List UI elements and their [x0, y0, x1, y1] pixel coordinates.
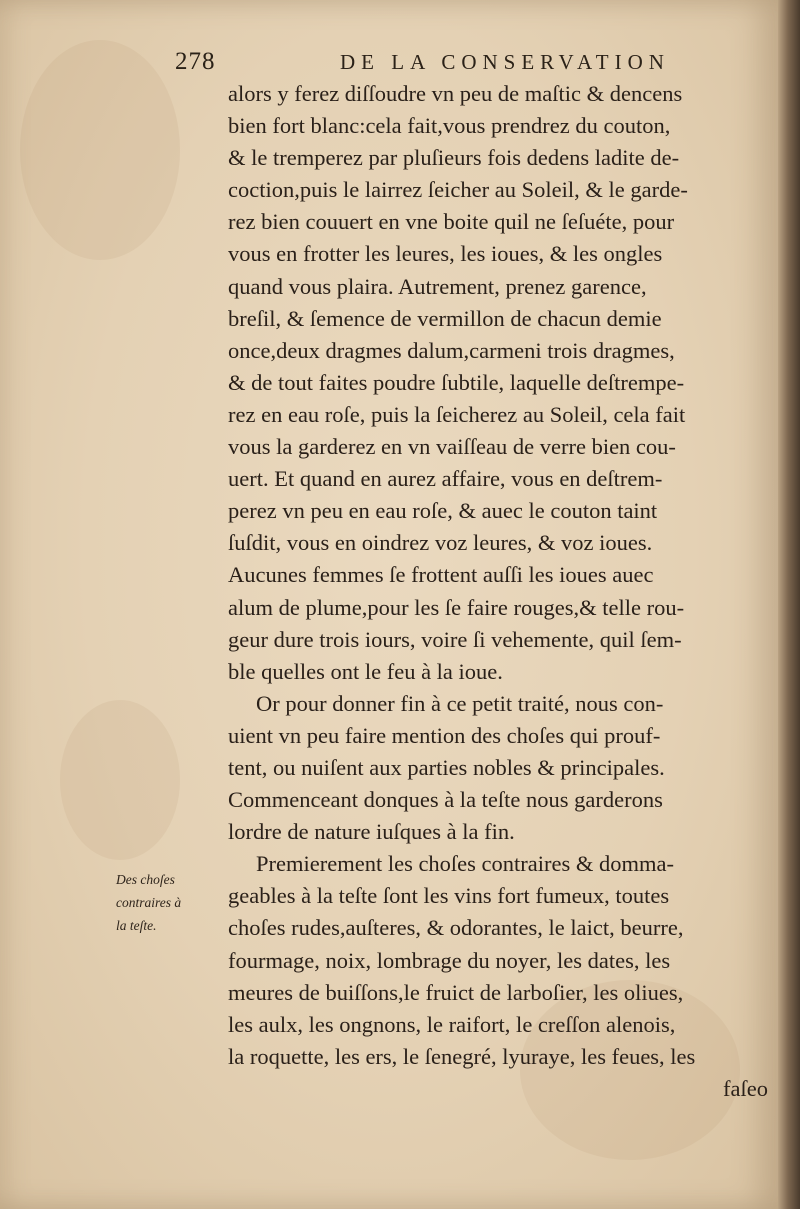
text-line: alum de plume,pour les ſe faire rouges,& telle rou-	[228, 594, 685, 620]
margin-note-line: Des choſes	[116, 872, 175, 887]
text-line: geables à la teſte ſont les vins fort fumeux, toutes	[228, 883, 670, 909]
text-line: Commenceant donques à la teſte nous garderons	[228, 787, 663, 813]
text-line: fourmage, noix, lombrage du noyer, les dates, les	[228, 947, 671, 973]
catchword: faſeo	[723, 1075, 768, 1101]
text-line: uert. Et quand en aurez affaire, vous en deſtrem-	[228, 466, 663, 492]
text-line: & le tremperez par pluſieurs fois dedens ladite de-	[228, 145, 680, 171]
page-edge	[778, 0, 800, 1209]
text-line: quand vous plaira. Autrement, prenez garence,	[228, 273, 647, 299]
body-text	[228, 78, 776, 1105]
paper-stain	[60, 700, 180, 860]
text-line: once,deux dragmes dalum,carmeni trois dragmes,	[228, 337, 675, 363]
text-line: breſil, & ſemence de vermillon de chacun demie	[228, 305, 662, 331]
text-line: lordre de nature iuſques à la fin.	[228, 819, 515, 845]
text-line: rez en eau roſe, puis la ſeicherez au Soleil, cela fait	[228, 401, 686, 427]
page-number: 278	[175, 48, 216, 75]
text-line: geur dure trois iours, voire ſi vehemente, quil ſem-	[228, 626, 682, 652]
margin-note-line: contraires à	[116, 895, 182, 910]
text-line: & de tout faites poudre ſubtile, laquelle deſtrempe-	[228, 369, 685, 395]
paper-stain	[20, 40, 180, 260]
text-line: uient vn peu faire mention des choſes qui prouf-	[228, 722, 661, 748]
margin-note-line: la teſte.	[116, 918, 157, 933]
text-line: la roquette, les ers, le ſenegré, lyuraye, les feues, les	[228, 1043, 696, 1069]
text-line: Aucunes femmes ſe frottent auſſi les ioues auec	[228, 562, 654, 588]
text-line: tent, ou nuiſent aux parties nobles & principales.	[228, 754, 665, 780]
text-line: ble quelles ont le feu à la ioue.	[228, 658, 503, 684]
margin-note	[116, 868, 216, 937]
running-head-title: DE LA CONSERVATION	[340, 50, 670, 74]
text-line: coction,puis le lairrez ſeicher au Soleil, & le garde-	[228, 177, 688, 203]
text-line: perez vn peu en eau roſe, & auec le couton taint	[228, 498, 658, 524]
running-head	[175, 48, 735, 82]
text-line: meures de buiſſons,le fruict de larboſier, les oliues,	[228, 979, 684, 1005]
text-line: Premierement les choſes contraires & domma-	[256, 851, 674, 877]
text-line: bien fort blanc:cela fait,vous prendrez du couton,	[228, 113, 671, 139]
text-line: vous la garderez en vn vaiſſeau de verre bien cou-	[228, 434, 676, 460]
text-line: alors y ferez diſſoudre vn peu de maſtic & dencens	[228, 81, 683, 106]
text-line: rez bien couuert en vne boite quil ne ſeſuéte, pour	[228, 209, 675, 235]
text-line: vous en frotter les leures, les ioues, & les ongles	[228, 241, 663, 267]
text-line: ſuſdit, vous en oindrez voz leures, & voz ioues.	[228, 530, 653, 556]
text-line: les aulx, les ongnons, le raifort, le creſſon alenois,	[228, 1011, 676, 1037]
text-line: Or pour donner fin à ce petit traité, nous con-	[256, 690, 664, 716]
text-line: choſes rudes,auſteres, & odorantes, le laict, beurre,	[228, 915, 684, 941]
